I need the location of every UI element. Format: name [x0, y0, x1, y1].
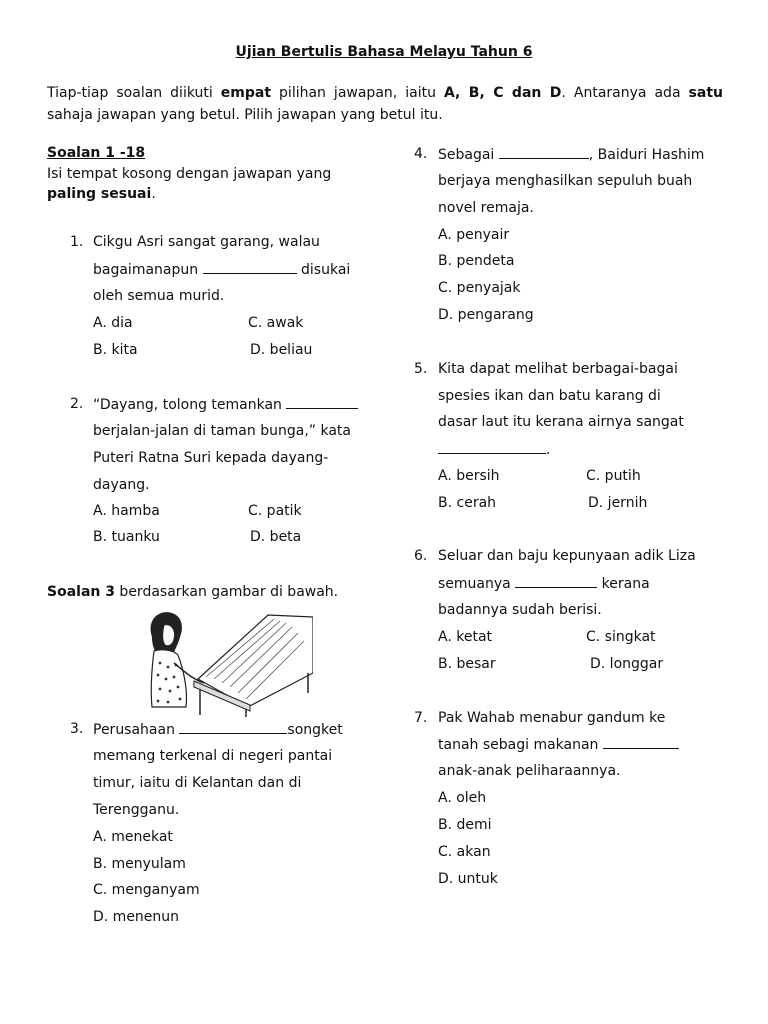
question-number: 7.	[414, 710, 428, 726]
option-d: D. longgar	[590, 656, 664, 672]
answer-blank	[179, 721, 287, 734]
question-text-part: songket	[287, 722, 343, 738]
instructions-text: . Antaranya ada	[561, 85, 689, 101]
section-heading-1-18: Soalan 1 -18	[47, 145, 146, 161]
question-text-part: Sebagai	[438, 147, 495, 163]
option-c: C. penyajak	[438, 280, 521, 296]
option-b: B. menyulam	[93, 856, 186, 872]
option-d: D. menenun	[93, 909, 180, 925]
section-heading-rest: berdasarkan gambar di bawah.	[114, 584, 339, 600]
question-text: spesies ikan dan batu karang di	[438, 388, 661, 404]
question-text	[438, 146, 704, 163]
question-text-part: bagaimanapun	[93, 262, 199, 278]
option-b: B. kita	[93, 342, 138, 358]
section-instruction-end: .	[151, 186, 156, 202]
section-heading-bold: Soalan 3	[47, 584, 115, 600]
option-c: C. singkat	[586, 629, 656, 645]
question-number: 3.	[70, 721, 84, 737]
option-c: C. akan	[438, 844, 491, 860]
option-b: B. pendeta	[438, 253, 515, 269]
instructions-bold: A, B, C dan D	[443, 85, 562, 101]
option-d: D. untuk	[438, 871, 498, 887]
option-b: B. demi	[438, 817, 492, 833]
section-instruction	[47, 186, 156, 202]
question-text: oleh semua murid.	[93, 288, 225, 304]
option-d: D. beliau	[250, 342, 313, 358]
question-text	[438, 736, 679, 753]
option-c: C. awak	[248, 315, 304, 331]
weaving-woman-illustration	[138, 607, 313, 717]
option-d: D. beta	[250, 529, 302, 545]
question-text: Pak Wahab menabur gandum ke	[438, 710, 666, 726]
question-text: Kita dapat melihat berbagai-bagai	[438, 361, 678, 377]
question-text: novel remaja.	[438, 200, 534, 216]
option-b: B. besar	[438, 656, 496, 672]
question-text: Terengganu.	[93, 802, 180, 818]
option-c: C. menganyam	[93, 882, 200, 898]
question-text-part: semuanya	[438, 576, 511, 592]
question-text: dayang.	[93, 477, 150, 493]
question-text-part: .	[546, 442, 551, 458]
question-text: dasar laut itu kerana airnya sangat	[438, 414, 684, 430]
instructions-text: Tiap-tiap soalan diikuti	[47, 85, 221, 101]
instructions-text: pilihan jawapan, iaitu	[271, 85, 444, 101]
instructions	[47, 82, 723, 126]
question-text: anak-anak peliharaannya.	[438, 763, 621, 779]
question-text-part: “Dayang, tolong temankan	[93, 397, 282, 413]
question-text	[93, 721, 343, 738]
question-number: 1.	[70, 234, 84, 250]
question-text: memang terkenal di negeri pantai	[93, 748, 333, 764]
question-text-part: , Baiduri Hashim	[588, 147, 705, 163]
question-text	[438, 441, 550, 458]
page-title: Ujian Bertulis Bahasa Melayu Tahun 6	[235, 44, 533, 60]
question-number: 2.	[70, 396, 84, 412]
option-c: C. putih	[586, 468, 641, 484]
question-text: berjalan-jalan di taman bunga,” kata	[93, 423, 351, 439]
question-text: badannya sudah berisi.	[438, 602, 602, 618]
option-a: A. ketat	[438, 629, 493, 645]
question-number: 5.	[414, 361, 428, 377]
question-text-part: kerana	[601, 576, 650, 592]
instructions-bold: satu	[688, 85, 723, 101]
question-text-part: tanah sebagi makanan	[438, 737, 599, 753]
option-c: C. patik	[248, 503, 302, 519]
answer-blank	[203, 261, 297, 274]
option-a: A. menekat	[93, 829, 173, 845]
instructions-text: sahaja jawapan yang betul. Pilih jawapan yang betul itu.	[47, 107, 443, 123]
question-text: Seluar dan baju kepunyaan adik Liza	[438, 548, 696, 564]
section-heading-3	[47, 584, 338, 600]
question-text: Puteri Ratna Suri kepada dayang-	[93, 450, 329, 466]
question-text	[438, 575, 650, 592]
instructions-bold: empat	[220, 85, 272, 101]
answer-blank	[438, 441, 546, 454]
section-instruction: Isi tempat kosong dengan jawapan yang	[47, 166, 332, 182]
question-number: 6.	[414, 548, 428, 564]
option-a: A. bersih	[438, 468, 500, 484]
answer-blank	[499, 146, 589, 159]
option-d: D. pengarang	[438, 307, 534, 323]
question-text: timur, iaitu di Kelantan dan di	[93, 775, 302, 791]
question-text-part: Perusahaan	[93, 722, 175, 738]
answer-blank	[515, 575, 597, 588]
question-text-part: disukai	[301, 262, 351, 278]
question-text	[93, 261, 350, 278]
option-d: D. jernih	[588, 495, 648, 511]
option-b: B. tuanku	[93, 529, 160, 545]
answer-blank	[603, 736, 679, 749]
option-a: A. oleh	[438, 790, 487, 806]
question-text: Cikgu Asri sangat garang, walau	[93, 234, 320, 250]
option-b: B. cerah	[438, 495, 497, 511]
answer-blank	[286, 396, 358, 409]
question-number: 4.	[414, 146, 428, 162]
question-text	[93, 396, 358, 413]
section-instruction-bold: paling sesuai	[47, 186, 152, 202]
option-a: A. dia	[93, 315, 133, 331]
option-a: A. hamba	[93, 503, 160, 519]
question-text: berjaya menghasilkan sepuluh buah	[438, 173, 693, 189]
option-a: A. penyair	[438, 227, 510, 243]
